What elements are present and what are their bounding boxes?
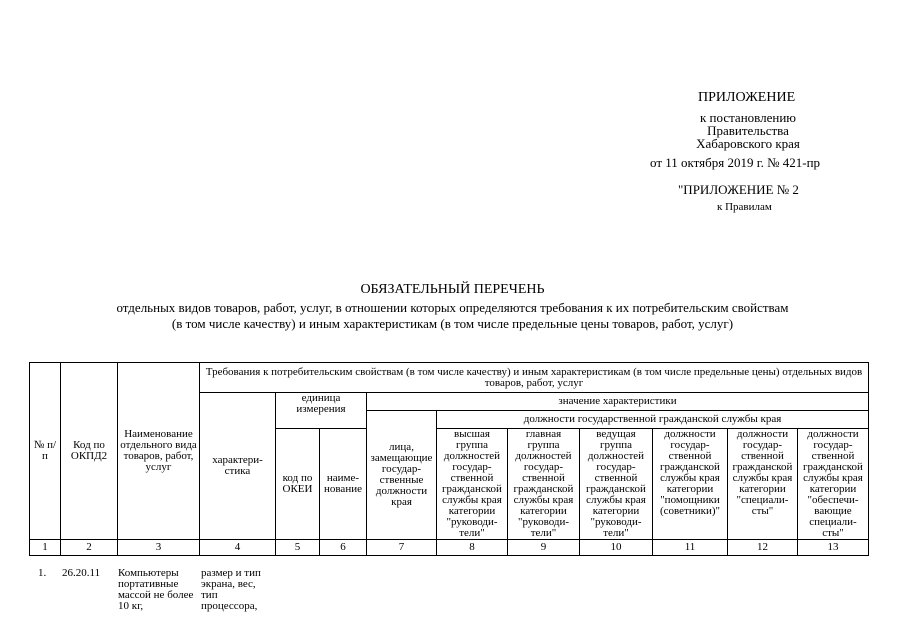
- header-persons: лица, замещающие государ- ственные должности края: [367, 411, 437, 540]
- list-subtitle-1: отдельных видов товаров, работ, услуг, в отношении которых определяются требования к их потребительским свойствам: [116, 300, 789, 315]
- header-col8: высшая группа должностей государ- ственной гражданской службы края категории "руководи- тели": [437, 429, 508, 540]
- column-number: 11: [653, 540, 728, 556]
- list-subtitle-2: (в том числе качеству) и иным характеристикам (в том числе предельные цены товаров, работ, услуг): [171, 316, 734, 331]
- header-characteristic: характери- стика: [200, 393, 276, 540]
- header-unit: единица измерения: [276, 393, 367, 429]
- row1-num: 1.: [38, 567, 47, 579]
- requirements-table: [29, 362, 869, 556]
- to-rules: к Правилам: [717, 201, 772, 213]
- appendix2-label: "ПРИЛОЖЕНИЕ № 2: [678, 182, 799, 197]
- header-col10: ведущая группа должностей государ- ственной гражданской службы края категории "руководи- тели": [580, 429, 653, 540]
- column-number: 1: [30, 540, 61, 556]
- column-number: 4: [200, 540, 276, 556]
- row1-code: 26.20.11: [62, 567, 101, 579]
- column-number: 5: [276, 540, 320, 556]
- to-resolution: к постановлению Правительства Хабаровского края: [696, 110, 800, 151]
- date-number: от 11 октября 2019 г. № 421-пр: [650, 155, 821, 170]
- column-number: 10: [580, 540, 653, 556]
- appendix-label: ПРИЛОЖЕНИЕ: [698, 90, 796, 105]
- row1-name: Компьютеры портативные массой не более 10 кг,: [118, 567, 194, 612]
- column-number: 2: [61, 540, 118, 556]
- column-number: 13: [798, 540, 869, 556]
- column-number: 9: [508, 540, 580, 556]
- header-name: Наименование отдельного вида товаров, работ, услуг: [118, 363, 200, 540]
- column-number: 12: [728, 540, 798, 556]
- header-code: Код по ОКПД2: [61, 363, 118, 540]
- header-col11: должности государ- ственной гражданской службы края категории "помощники (советники)": [653, 429, 728, 540]
- header-col13: должности государ- ственной гражданской службы края категории "обеспечи- вающие специали- сты": [798, 429, 869, 540]
- column-number: 3: [118, 540, 200, 556]
- list-title: ОБЯЗАТЕЛЬНЫЙ ПЕРЕЧЕНЬ: [360, 282, 545, 297]
- header-value: значение характеристики: [367, 393, 869, 411]
- column-number: 8: [437, 540, 508, 556]
- header-positions: должности государственной гражданской службы края: [437, 411, 869, 429]
- header-col9: главная группа должностей государ- ственной гражданской службы края категории "руководи- тели": [508, 429, 580, 540]
- header-unit-name: наиме- нование: [320, 429, 367, 540]
- header-okei: код по ОКЕИ: [276, 429, 320, 540]
- column-numbers-row: [30, 540, 869, 556]
- header-num: № п/п: [30, 363, 61, 540]
- header-col12: должности государ- ственной гражданской службы края категории "специали- сты": [728, 429, 798, 540]
- column-number: 6: [320, 540, 367, 556]
- row1-characteristic: размер и тип экрана, вес, тип процессора,: [201, 567, 261, 612]
- header-requirements: Требования к потребительским свойствам (в том числе качеству) и иным характеристикам (в том числе предельные цены) отдельных видов товаров, работ, услуг: [200, 363, 869, 393]
- column-number: 7: [367, 540, 437, 556]
